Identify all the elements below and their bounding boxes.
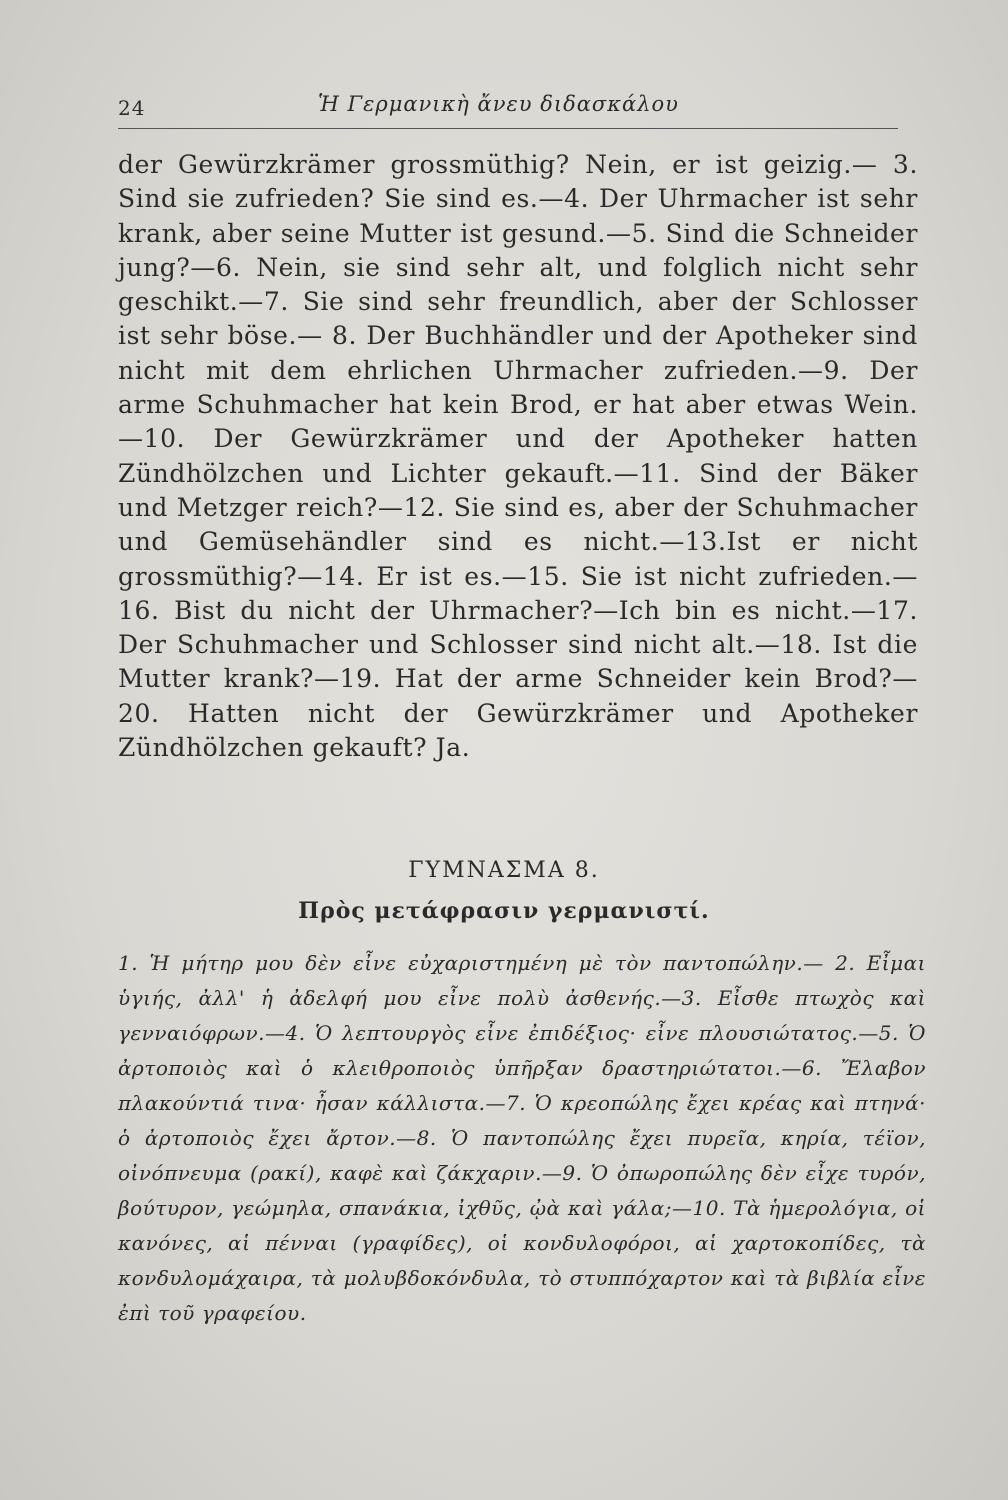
page-header [118,92,898,132]
running-title: Ἡ Γερμανικὴ ἄνευ διδασκάλου [318,92,679,116]
exercise-instruction: Πρὸς μετάφρασιν γερμανιστί. [298,898,710,924]
german-exercise-text [118,148,918,765]
header-rule [118,128,898,129]
greek-exercise-text [118,946,926,1331]
exercise-heading: ΓΥΜΝΑΣΜΑ 8. [408,858,600,883]
german-paragraph: der Gewürzkrämer grossmüthig? Nein, er ist geizig.— 3. Sind sie zufrieden? Sie sind es.—4. Der Uhrmacher ist sehr krank, aber seine Mutter ist gesund.—5. Sind die Schneider jung?—6. Nein, sie sind sehr alt, und folglich nicht sehr geschikt.—7. Sie sind sehr freundlich, aber der Schlosser ist sehr böse.— 8. Der Buchhändler und der Apotheker sind nicht mit dem ehrlichen Uhrmacher zufrieden.—9. Der arme Schuhmacher hat kein Brod, er hat aber etwas Wein.—10. Der Gewürzkrämer und der Apotheker hatten Zündhölzchen und Lichter gekauft.—11. Sind der Bäker und Metzger reich?—12. Sie sind es, aber der Schuhmacher und Gemüsehändler sind es nicht.—13.Ist er nicht grossmüthig?—14. Er ist es.—15. Sie ist nicht zufrieden.—16. Bist du nicht der Uhrmacher?—Ich bin es nicht.—17. Der Schuhmacher und Schlosser sind nicht alt.—18. Ist die Mutter krank?—19. Hat der arme Schneider kein Brod?—20. Hatten nicht der Gewürzkrämer und Apotheker Zündhölzchen gekauft? Ja. [118,150,918,763]
page-number: 24 [118,96,146,120]
greek-paragraph: 1. Ἡ μήτηρ μου δὲν εἶνε εὐχαριστημένη μὲ τὸν παντοπώλην.— 2. Εἶμαι ὑγιής, ἀλλ' ἡ ἀδελφή μου εἶνε πολὺ ἀσθενής.—3. Εἶσθε πτωχὸς καὶ γενναιόφρων.—4. Ὁ λεπτουργὸς εἶνε ἐπιδέξιος· εἶνε πλουσιώτατος.—5. Ὁ ἀρτοποιὸς καὶ ὁ κλειθροποιὸς ὑπῆρξαν δραστηριώτατοι.—6. Ἔλαβον πλακούντιά τινα· ἦσαν κάλλιστα.—7. Ὁ κρεοπώλης ἔχει κρέας καὶ πτηνά· ὁ ἀρτοποιὸς ἔχει ἄρτον.—8. Ὁ παντοπώλης ἔχει πυρεῖα, κηρία, τέϊον, οἰνόπνευμα (ρακί), καφὲ καὶ ζάκχαριν.—9. Ὁ ὀπωροπώλης δὲν εἶχε τυρόν, βούτυρον, γεώμηλα, σπανάκια, ἰχθῦς, ᾠὰ καὶ γάλα;—10. Τὰ ἡμερολόγια, οἱ κανόνες, αἱ πένναι (γραφίδες), οἱ κονδυλοφόροι, αἱ χαρτοκοπίδες, τὰ κονδυλομάχαιρα, τὰ μολυβδοκόνδυλα, τὸ στυππόχαρτον καὶ τὰ βιβλία εἶνε ἐπὶ τοῦ γραφείου. [118,951,926,1325]
